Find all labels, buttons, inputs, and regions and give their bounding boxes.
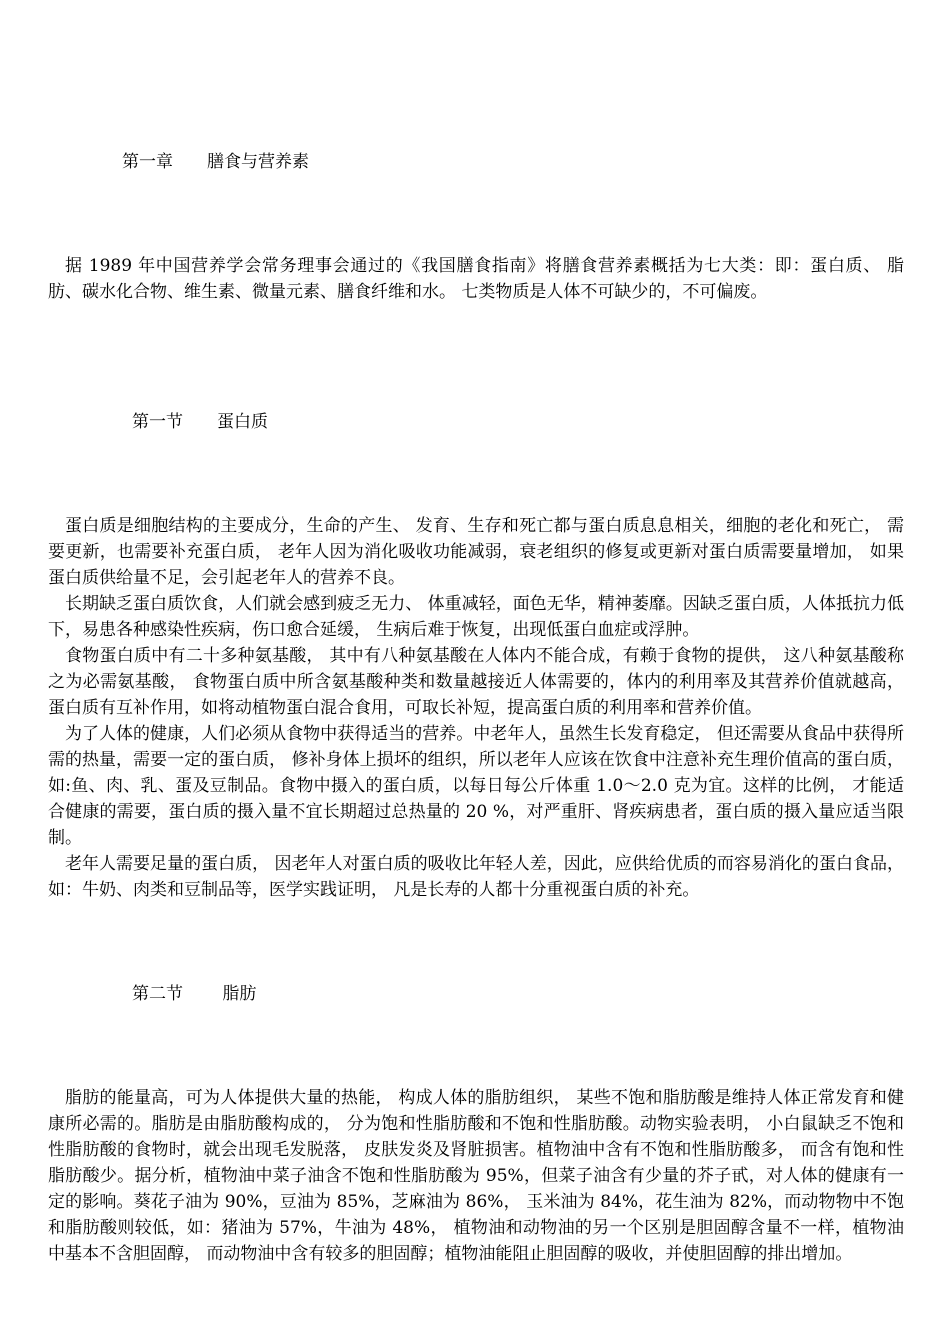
intro-paragraph: 据 1989 年中国营养学会常务理事会通过的《我国膳食指南》将膳食营养素概括为七大类：即：蛋白质、 脂肪、碳水化合物、维生素、微量元素、膳食纤维和水。 七类物质是人体不可缺少的，不可偏废。: [48, 256, 904, 302]
paragraph: 老年人需要足量的蛋白质， 因老年人对蛋白质的吸收比年轻人差，因此，应供给优质的而容易消化的蛋白食品，如：牛奶、肉类和豆制品等，医学实践证明， 凡是长寿的人都十分重视蛋白质的补充。: [48, 854, 904, 900]
fat-paragraph: 脂肪的能量高，可为人体提供大量的热能， 构成人体的脂肪组织， 某些不饱和脂肪酸是维持人体正常发育和健康所必需的。脂肪是由脂肪酸构成的， 分为饱和性脂肪酸和不饱和性脂肪酸。动物实验表明， 小白鼠缺乏不饱和性脂肪酸的食物时，就会出现毛发脱落， 皮肤发炎及肾脏损害。植物油中含有不饱和性脂肪酸多， 而含有饱和性脂肪酸少。据分析，植物油中菜子油含不饱和性脂肪酸为 95%，但菜子油含有少量的芥子甙，对人体的健康有一定的影响。葵花子油为 90%，豆油为 85%，芝麻油为 86%， 玉米油为 84%，花生油为 82%，而动物物中不饱和脂肪酸则较低，如：猪油为 57%，牛油为 48%， 植物油和动物油的另一个区别是胆固醇含量不一样，植物油中基本不含胆固醇， 而动物油中含有较多的胆固醇；植物油能阻止胆固醇的吸收，并使胆固醇的排出增加。: [48, 1088, 904, 1264]
section-protein-body: [0, 513, 950, 903]
paragraph: 长期缺乏蛋白质饮食，人们就会感到疲乏无力、 体重减轻，面色无华，精神萎靡。因缺乏蛋白质，人体抵抗力低下，易患各种感染性疾病，伤口愈合延缓， 生病后难于恢复，出现低蛋白血症或浮肿。: [48, 594, 904, 640]
chapter-title: 第一章 膳食与营养素: [122, 152, 309, 172]
paragraph: 食物蛋白质中有二十多种氨基酸， 其中有八种氨基酸在人体内不能合成，有赖于食物的提供， 这八种氨基酸称之为必需氨基酸， 食物蛋白质中所含氨基酸种类和数量越接近人体需要的，体内的利用率及其营养价值就越高， 蛋白质有互补作用，如将动植物蛋白混合食用，可取长补短，提高蛋白质的利用率和营养价值。: [48, 646, 904, 718]
paragraph: 蛋白质是细胞结构的主要成分，生命的产生、 发育、生存和死亡都与蛋白质息息相关，细胞的老化和死亡， 需要更新，也需要补充蛋白质， 老年人因为消化吸收功能减弱，衰老组织的修复或更新对蛋白质需要量增加， 如果蛋白质供给量不足，会引起老年人的营养不良。: [48, 516, 904, 588]
section-title-protein: 第一节 蛋白质: [132, 412, 268, 432]
section-title-fat: 第二节 脂肪: [132, 984, 257, 1004]
paragraph: 为了人体的健康，人们必须从食物中获得适当的营养。中老年人，虽然生长发育稳定， 但还需要从食品中获得所需的热量，需要一定的蛋白质， 修补身体上损坏的组织，所以老年人应该在饮食中注意补充生理价值高的蛋白质，如:鱼、肉、乳、蛋及豆制品。食物中摄入的蛋白质，以每日每公斤体重 1.0～2.0 克为宜。这样的比例， 才能适合健康的需要，蛋白质的摄入量不宜长期超过总热量的 20 %，对严重肝、肾疾病患者，蛋白质的摄入量应适当限制。: [48, 724, 904, 848]
